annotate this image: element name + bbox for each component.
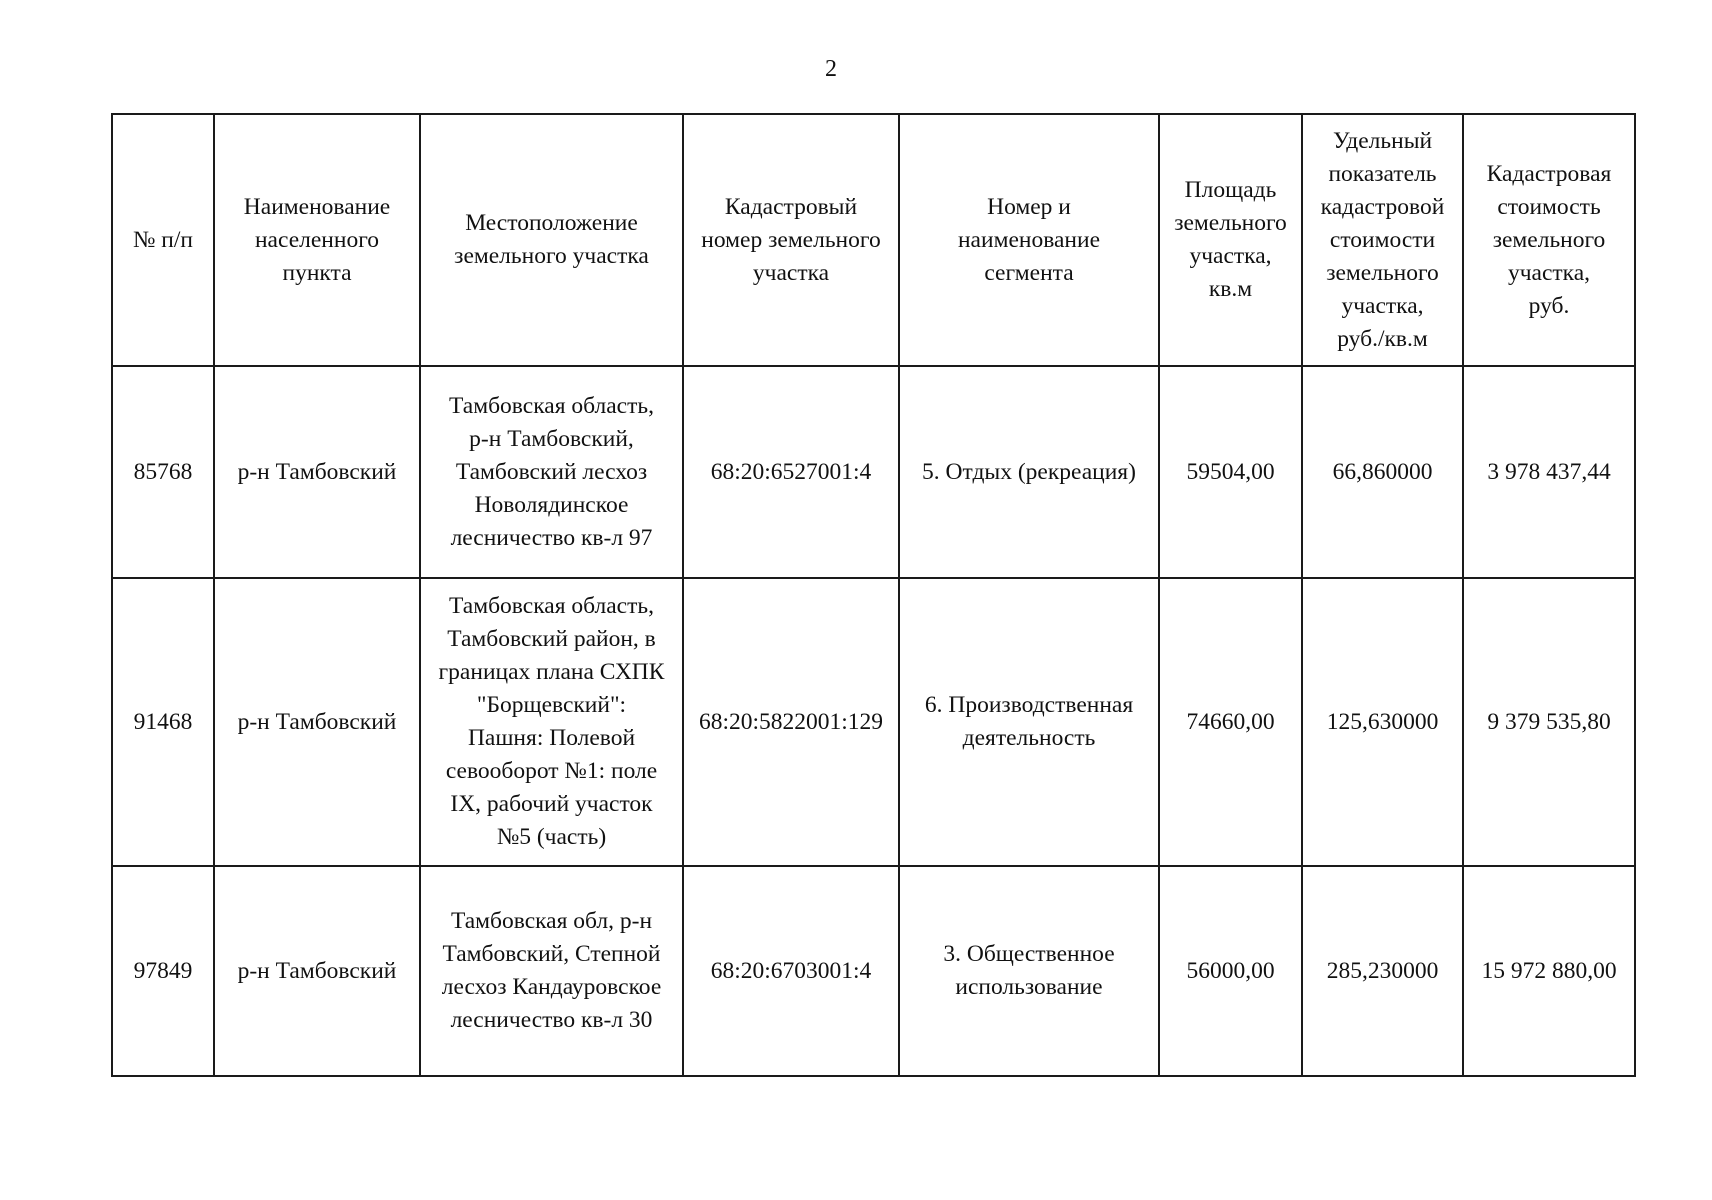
- cell-segment: [899, 866, 1159, 1076]
- cell-line: кадастровой: [1320, 193, 1445, 220]
- cell-line: №5 (часть): [496, 824, 607, 850]
- cell-line: участка: [752, 259, 830, 286]
- cell-unit-value: 125,630000: [1302, 578, 1463, 866]
- cell-line: севооборот №1: поле: [445, 758, 658, 784]
- cell-line: сегмента: [984, 259, 1074, 286]
- table-header-row: [112, 114, 1635, 366]
- cell-line: земельного участка: [454, 243, 649, 269]
- cell-line: р-н Тамбовский,: [469, 425, 634, 452]
- cell-line: Наименование: [243, 193, 391, 220]
- header-settlement: [214, 114, 420, 366]
- cell-line: 5. Отдых (рекреация): [922, 458, 1136, 485]
- cell-line: "Борщевский":: [476, 692, 627, 718]
- cell-cadastral-number: 68:20:6527001:4: [683, 366, 899, 578]
- cell-line: Тамбовская обл, р-н: [450, 908, 653, 934]
- cell-index: 97849: [112, 866, 214, 1076]
- cell-line: номер земельного: [701, 226, 881, 253]
- cell-line: кв.м: [1208, 276, 1253, 302]
- cell-segment: [899, 578, 1159, 866]
- cell-settlement: р-н Тамбовский: [214, 366, 420, 578]
- cell-line: Новолядинское: [474, 491, 629, 518]
- cell-line: Тамбовская область,: [449, 593, 654, 619]
- cell-line: руб.: [1528, 292, 1570, 319]
- cell-line: лесничество кв-л 30: [450, 1007, 653, 1033]
- cell-location: [420, 866, 683, 1076]
- cell-line: Местоположение: [465, 210, 638, 236]
- cell-cadastral-value: 9 379 535,80: [1463, 578, 1635, 866]
- cell-index: 91468: [112, 578, 214, 866]
- cell-line: лесничество кв-л 97: [450, 524, 653, 551]
- cell-line: показатель: [1328, 160, 1437, 187]
- table-row: [112, 366, 1635, 578]
- header-segment: [899, 114, 1159, 366]
- cell-line: деятельность: [962, 725, 1096, 751]
- cell-line: земельного: [1326, 259, 1439, 286]
- cell-line: наименование: [957, 226, 1100, 253]
- cell-cadastral-value: 15 972 880,00: [1463, 866, 1635, 1076]
- cell-line: участка,: [1507, 259, 1591, 286]
- cell-line: Тамбовская область,: [449, 392, 654, 419]
- cell-segment: [899, 366, 1159, 578]
- cell-line: Удельный: [1332, 127, 1433, 154]
- cell-area: 59504,00: [1159, 366, 1302, 578]
- cell-line: лесхоз Кандауровское: [441, 974, 662, 1000]
- header-cadastral-number: [683, 114, 899, 366]
- cell-line: стоимость: [1497, 193, 1601, 220]
- cell-line: участка,: [1189, 243, 1272, 269]
- cell-line: участка,: [1341, 292, 1424, 319]
- cell-line: Номер и: [987, 193, 1071, 220]
- cell-line: Тамбовский, Степной: [442, 941, 661, 967]
- cell-line: 6. Производственная: [924, 692, 1134, 718]
- cell-line: пункта: [282, 259, 352, 286]
- cell-line: 3. Общественное: [943, 941, 1115, 967]
- cell-line: использование: [955, 974, 1103, 1000]
- cell-line: земельного: [1174, 210, 1287, 236]
- cell-settlement: р-н Тамбовский: [214, 866, 420, 1076]
- table-row: [112, 578, 1635, 866]
- cell-location: [420, 578, 683, 866]
- cell-cadastral-value: 3 978 437,44: [1463, 366, 1635, 578]
- cell-line: Тамбовский лесхоз: [455, 458, 648, 485]
- cell-line: Кадастровый: [724, 193, 858, 220]
- cell-line: руб./кв.м: [1337, 325, 1428, 352]
- table-row: [112, 866, 1635, 1076]
- cell-cadastral-number: 68:20:5822001:129: [683, 578, 899, 866]
- cell-unit-value: 285,230000: [1302, 866, 1463, 1076]
- header-location: [420, 114, 683, 366]
- cell-index: 85768: [112, 366, 214, 578]
- header-unit-value: [1302, 114, 1463, 366]
- page-number: 2: [825, 56, 837, 82]
- cell-line: Тамбовский район, в: [447, 626, 656, 652]
- cell-line: населенного: [254, 226, 380, 253]
- cell-line: Площадь: [1184, 177, 1277, 203]
- cadastral-value-table: [111, 113, 1636, 1077]
- cell-cadastral-number: 68:20:6703001:4: [683, 866, 899, 1076]
- cell-line: стоимости: [1329, 226, 1436, 253]
- cell-line: IX, рабочий участок: [450, 791, 653, 817]
- cell-unit-value: 66,860000: [1302, 366, 1463, 578]
- header-area: [1159, 114, 1302, 366]
- cell-area: 56000,00: [1159, 866, 1302, 1076]
- header-cadastral-value: [1463, 114, 1635, 366]
- cell-line: земельного: [1492, 226, 1606, 253]
- cell-area: 74660,00: [1159, 578, 1302, 866]
- header-index: № п/п: [112, 114, 214, 366]
- cell-line: Кадастровая: [1486, 160, 1612, 187]
- cell-settlement: р-н Тамбовский: [214, 578, 420, 866]
- cell-line: Пашня: Полевой: [467, 725, 636, 751]
- cell-line: границах плана СХПК: [438, 659, 665, 685]
- cell-location: [420, 366, 683, 578]
